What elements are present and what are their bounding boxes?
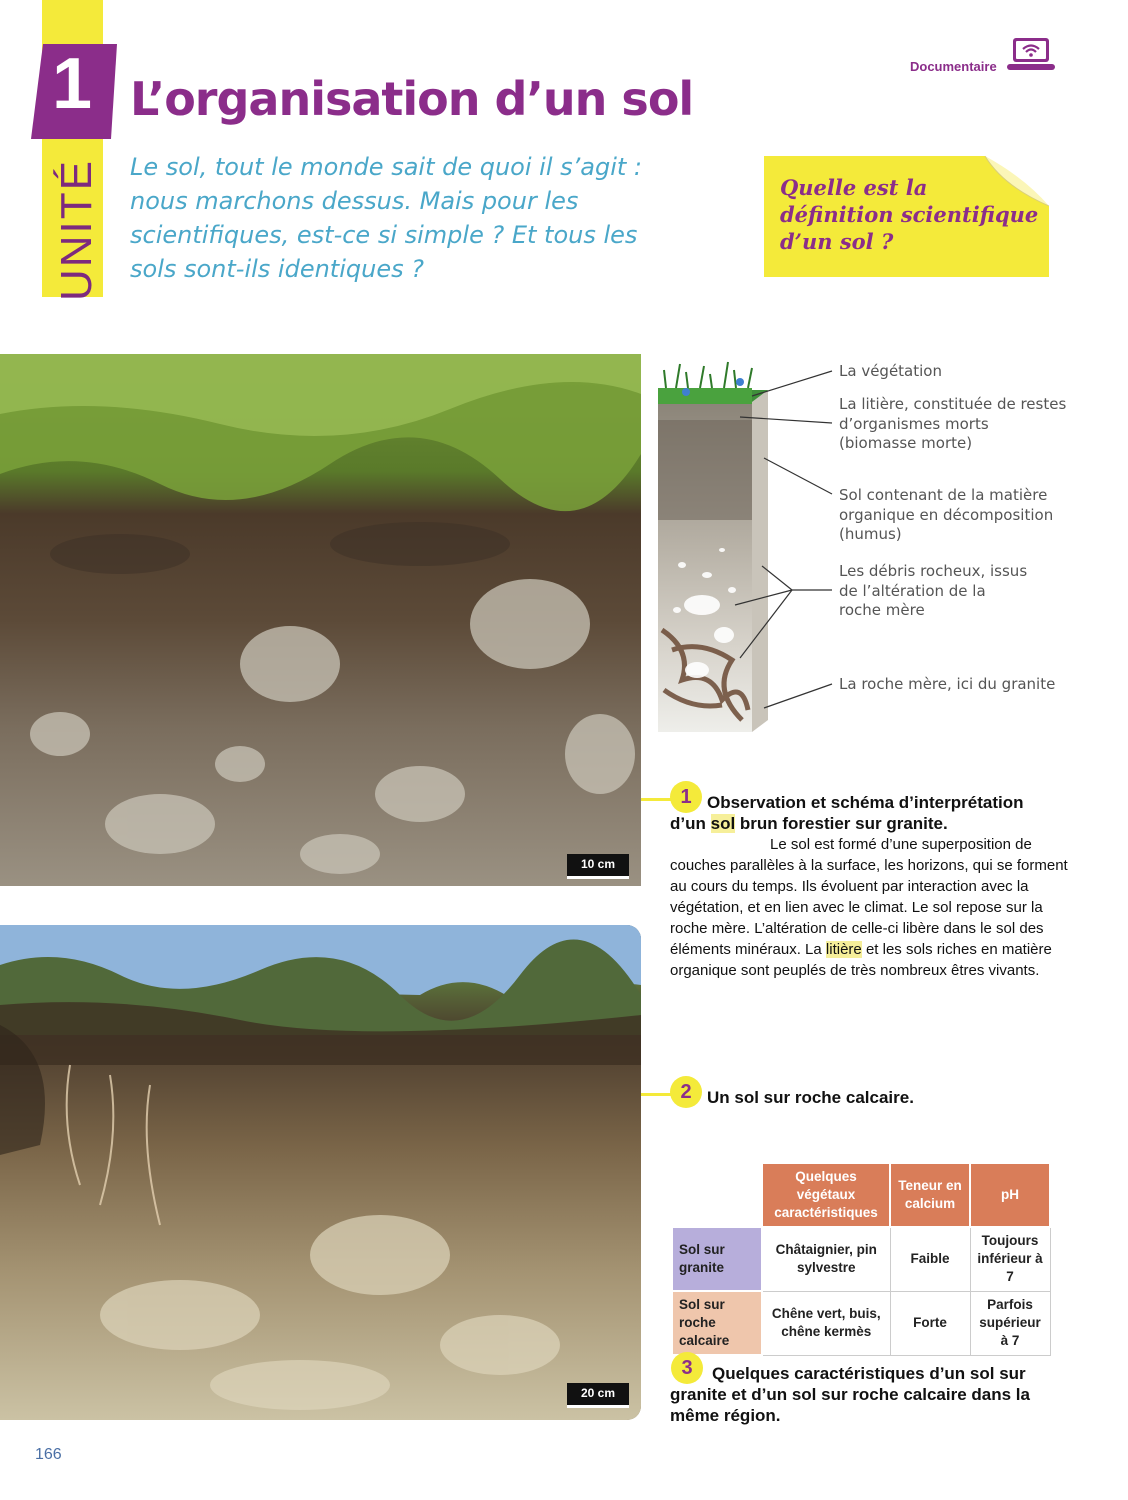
table-header: pH — [970, 1163, 1050, 1227]
soil-comparison-table — [671, 1162, 1051, 1356]
table-cell: Chêne vert, buis, chêne kermès — [762, 1291, 890, 1355]
key-question: Quelle est la définition scientifique d’un sol ? — [780, 175, 1039, 254]
doc3-title: Quelques caractéristiques d’un sol sur granite et d’un sol sur roche calcaire dans la même région. — [670, 1364, 1030, 1425]
unit-word: UNITÉ — [51, 159, 101, 301]
table-row — [672, 1227, 1050, 1291]
row-label: Sol sur granite — [672, 1227, 762, 1291]
scale-bar: 10 cm — [567, 854, 629, 879]
doc-type-label: Documentaire — [910, 59, 997, 74]
diagram-label-humus: Sol contenant de la matière organique en décomposition (humus) — [839, 486, 1054, 543]
limestone-soil-photo — [0, 925, 641, 1420]
page-title: L’organisation d’un sol — [130, 72, 694, 126]
table-header-row — [672, 1163, 1050, 1227]
table-header: Teneur en calcium — [890, 1163, 970, 1227]
doc2-number: 2 — [670, 1076, 702, 1108]
row-label: Sol sur roche calcaire — [672, 1291, 762, 1355]
diagram-label-vegetation: La végétation — [839, 362, 942, 380]
granite-soil-photo — [0, 354, 641, 886]
table-row — [672, 1291, 1050, 1355]
table-cell: Forte — [890, 1291, 970, 1355]
intro-text: Le sol, tout le monde sait de quoi il s’agit : nous marchons dessus. Mais pour les scientifiques, est-ce si simple ? Et tous les sols sont-ils identiques ? — [130, 153, 642, 283]
soil-column-diagram — [652, 350, 842, 770]
diagram-label-litter: La litière, constituée de restes d’organismes morts (biomasse morte) — [839, 395, 1067, 452]
doc2-pointer-line — [641, 1093, 673, 1096]
scale-bar: 20 cm — [567, 1383, 629, 1408]
doc1-body: Le sol est formé d’une superposition de couches parallèles à la surface, les horizons, qui se forment au cours du temps. Ils évoluent par interaction avec la végétation, et en lien avec le climat. Le sol repose sur la roche mère. L’altération de celle-ci libère dans le sol des éléments minéraux. La litière et les sols riches en matière organique sont peuplés de très nombreux êtres vivants. — [670, 836, 1068, 979]
doc3-number: 3 — [671, 1352, 703, 1384]
table-cell: Parfois supérieur à 7 — [970, 1291, 1050, 1355]
doc1-number: 1 — [670, 781, 702, 813]
laptop-wifi-icon — [1007, 36, 1055, 74]
table-header: Quelques végétaux caractéristiques — [762, 1163, 890, 1227]
diagram-label-rock-debris: Les débris rocheux, issus de l’altération de la roche mère — [839, 562, 1028, 619]
doc1-title: Observation et schéma d’interprétation d’un sol brun forestier sur granite. — [670, 793, 1024, 833]
table-cell: Châtaignier, pin sylvestre — [762, 1227, 890, 1291]
table-cell: Toujours inférieur à 7 — [970, 1227, 1050, 1291]
doc2-title: Un sol sur roche calcaire. — [707, 1088, 914, 1107]
page-number: 166 — [35, 1446, 62, 1463]
unit-number: 1 — [52, 44, 93, 124]
diagram-label-bedrock: La roche mère, ici du granite — [839, 675, 1056, 693]
table-cell: Faible — [890, 1227, 970, 1291]
doc1-pointer-line — [641, 798, 673, 801]
